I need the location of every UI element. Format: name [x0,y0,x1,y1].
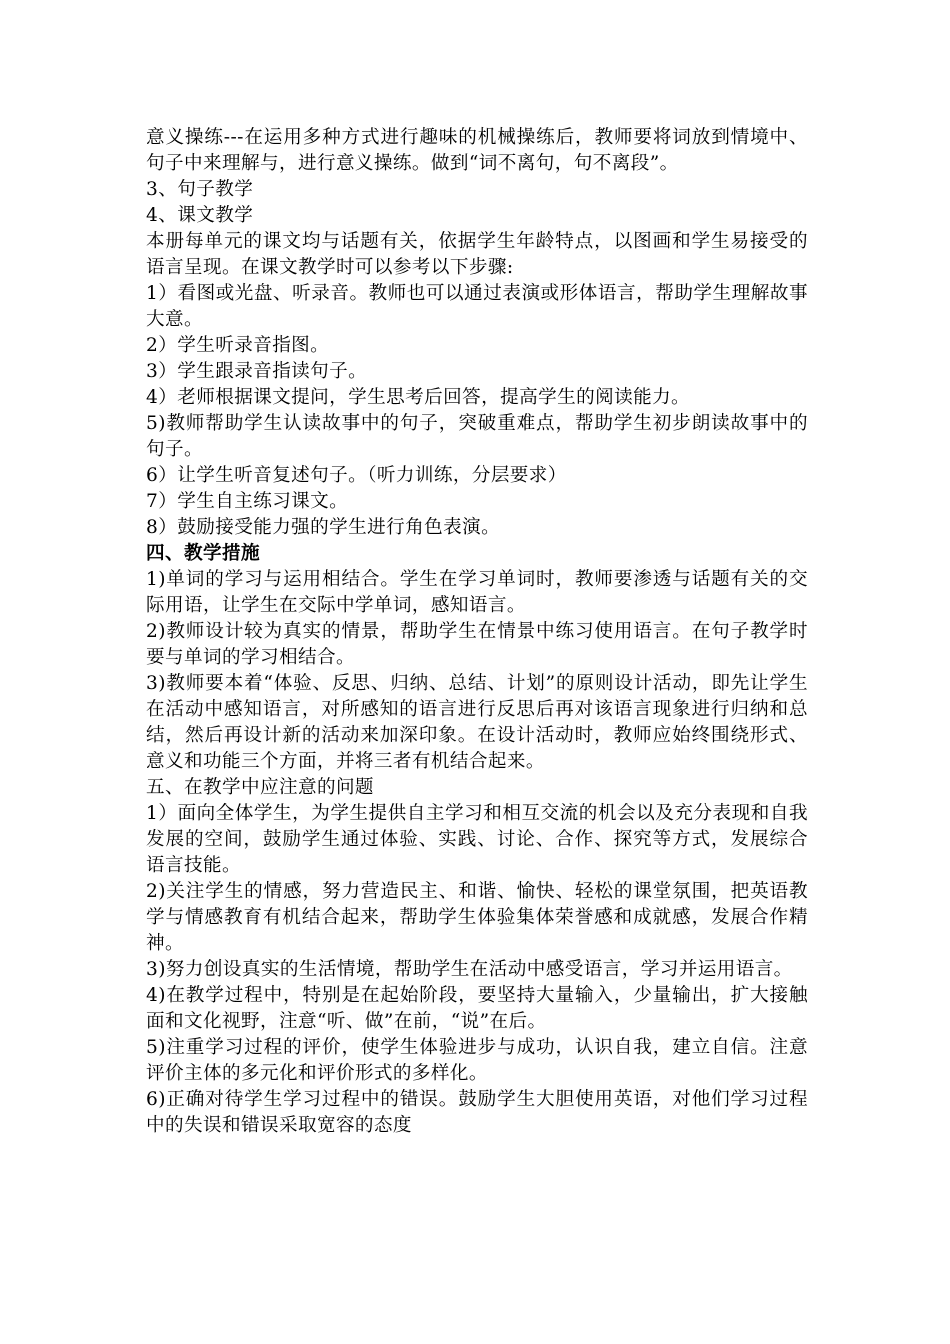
note-3: 3)努力创设真实的生活情境，帮助学生在活动中感受语言，学习并运用语言。 [146,959,793,980]
step-3: 3）学生跟录音指读句子。 [146,361,368,382]
step-4: 4）老师根据课文提问，学生思考后回答，提高学生的阅读能力。 [146,387,691,408]
note-1: 1）面向全体学生，为学生提供自主学习和相互交流的机会以及充分表现和自我发展的空间，鼓励学生通过体验、实践、讨论、合作、探究等方式，发展综合语言技能。 [146,803,808,876]
heading-text-teaching: 4、课文教学 [146,205,254,226]
note-4: 4)在教学过程中，特别是在起始阶段，要坚持大量输入，少量输出，扩大接触面和文化视野，注意“听、做”在前，“说”在后。 [146,985,808,1032]
paragraph-text-intro: 本册每单元的课文均与话题有关，依据学生年龄特点，以图画和学生易接受的语言呈现。在课文教学时可以参考以下步骤: [146,231,808,278]
measure-2: 2)教师设计较为真实的情景，帮助学生在情景中练习使用语言。在句子教学时要与单词的学习相结合。 [146,621,808,668]
section-heading-measures: 四、教学措施 [146,543,260,564]
note-5: 5)注重学习过程的评价，使学生体验进步与成功，认识自我，建立自信。注意评价主体的多元化和评价形式的多样化。 [146,1037,808,1084]
paragraph-meaning-drill: 意义操练---在运用多种方式进行趣味的机械操练后，教师要将词放到情境中、句子中来理解与，进行意义操练。做到“词不离句，句不离段”。 [146,127,808,174]
step-8: 8）鼓励接受能力强的学生进行角色表演。 [146,517,501,538]
measure-1: 1)单词的学习与运用相结合。学生在学习单词时，教师要渗透与话题有关的交际用语，让学生在交际中学单词，感知语言。 [146,569,808,616]
note-6: 6)正确对待学生学习过程中的错误。鼓励学生大胆使用英语，对他们学习过程中的失误和错误采取宽容的态度 [146,1089,808,1136]
step-2: 2）学生听录音指图。 [146,335,330,356]
heading-sentence-teaching: 3、句子教学 [146,179,254,200]
step-6: 6）让学生听音复述句子。（听力训练，分层要求） [146,465,567,486]
section-heading-notes: 五、在教学中应注意的问题 [146,777,374,798]
step-1: 1）看图或光盘、听录音。教师也可以通过表演或形体语言，帮助学生理解故事大意。 [146,283,808,330]
note-2: 2)关注学生的情感，努力营造民主、和谐、愉快、轻松的课堂氛围，把英语教学与情感教育有机结合起来，帮助学生体验集体荣誉感和成就感，发展合作精神。 [146,881,808,954]
document-page [146,125,808,1139]
measure-3: 3)教师要本着“体验、反思、归纳、总结、计划”的原则设计活动，即先让学生在活动中感知语言，对所感知的语言进行反思后再对该语言现象进行归纳和总结，然后再设计新的活动来加深印象。在设计活动时，教师应始终围绕形式、意义和功能三个方面，并将三者有机结合起来。 [146,673,808,772]
step-5: 5)教师帮助学生认读故事中的句子，突破重难点，帮助学生初步朗读故事中的句子。 [146,413,808,460]
step-7: 7）学生自主练习课文。 [146,491,349,512]
